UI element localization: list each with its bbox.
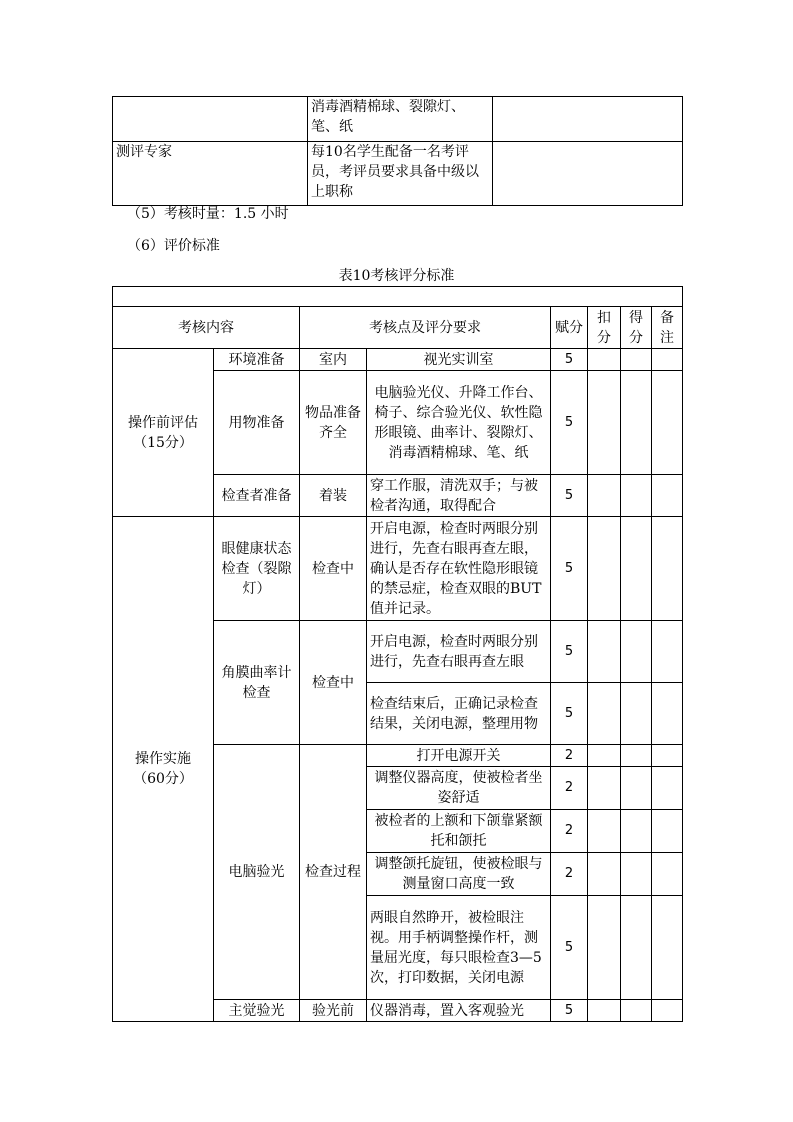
top-row1-label	[113, 97, 308, 142]
deduct-cell	[588, 621, 621, 683]
got-cell	[621, 896, 652, 1000]
item-eye-health: 眼健康状态检查（裂隙灯）	[214, 517, 300, 621]
score-cell: 5	[551, 475, 588, 517]
deduct-cell	[588, 349, 621, 371]
got-cell	[621, 621, 652, 683]
blank-header-row	[113, 287, 683, 307]
score-cell: 5	[551, 896, 588, 1000]
score-cell: 5	[551, 371, 588, 475]
sub-eye-health: 检查中	[300, 517, 367, 621]
deduct-cell	[588, 745, 621, 767]
score-cell: 5	[551, 683, 588, 745]
section-name: 操作前评估	[128, 414, 198, 431]
scoring-table	[112, 286, 683, 1022]
remark-cell	[652, 745, 683, 767]
req-step: 打开电源开关	[367, 745, 551, 767]
item-environment: 环境准备	[214, 349, 300, 371]
score-cell: 5	[551, 621, 588, 683]
remark-cell	[652, 349, 683, 371]
req-step: 调整仪器高度，使被检者坐姿舒适	[367, 767, 551, 810]
deduct-cell	[588, 683, 621, 745]
got-cell	[621, 1000, 652, 1022]
score-cell: 2	[551, 767, 588, 810]
score-cell: 5	[551, 517, 588, 621]
got-cell	[621, 767, 652, 810]
sub-examiner: 着装	[300, 475, 367, 517]
header-score: 赋分	[551, 307, 588, 349]
req-subjective-refraction: 仪器消毒，置入客观验光	[367, 1000, 551, 1022]
top-row2-label: 测评专家	[113, 142, 308, 206]
top-row1-content: 消毒酒精棉球、裂隙灯、笔、纸	[308, 97, 493, 142]
req-supplies: 电脑验光仪、升降工作台、椅子、综合验光仪、软性隐形眼镜、曲率计、裂隙灯、消毒酒精棉球、笔、纸	[367, 371, 551, 475]
req-step: 被检者的上额和下颌靠紧额托和颌托	[367, 810, 551, 853]
got-cell	[621, 349, 652, 371]
got-cell	[621, 475, 652, 517]
req-environment: 视光实训室	[367, 349, 551, 371]
remark-cell	[652, 1000, 683, 1022]
remark-cell	[652, 475, 683, 517]
header-content: 考核内容	[113, 307, 300, 349]
remark-cell	[652, 683, 683, 745]
deduct-cell	[588, 1000, 621, 1022]
item-keratometer: 角膜曲率计检查	[214, 621, 300, 745]
header-remark: 备注	[652, 307, 683, 349]
remark-cell	[652, 896, 683, 1000]
remark-cell	[652, 517, 683, 621]
req-keratometer-1: 开启电源，检查时两眼分别进行，先查右眼再查左眼	[367, 621, 551, 683]
header-points: 考核点及评分要求	[300, 307, 551, 349]
section-pre-assessment	[113, 349, 214, 517]
deduct-cell	[588, 475, 621, 517]
got-cell	[621, 745, 652, 767]
req-keratometer-2: 检查结束后，正确记录检查结果，关闭电源，整理用物	[367, 683, 551, 745]
item-examiner: 检查者准备	[214, 475, 300, 517]
top-row2-note	[493, 142, 683, 206]
sub-subjective-refraction: 验光前	[300, 1000, 367, 1022]
sub-environment: 室内	[300, 349, 367, 371]
item-subjective-refraction: 主觉验光	[214, 1000, 300, 1022]
remark-cell	[652, 810, 683, 853]
deduct-cell	[588, 853, 621, 896]
got-cell	[621, 810, 652, 853]
header-deduct: 扣分	[588, 307, 621, 349]
item-computer-refraction: 电脑验光	[214, 745, 300, 1000]
top-table	[112, 96, 683, 206]
req-eye-health: 开启电源，检查时两眼分别进行，先查右眼再查左眼，确认是否存在软性隐形眼镜的禁忌症，检查双眼的BUT值并记录。	[367, 517, 551, 621]
deduct-cell	[588, 371, 621, 475]
score-cell: 2	[551, 853, 588, 896]
deduct-cell	[588, 517, 621, 621]
item-supplies: 用物准备	[214, 371, 300, 475]
deduct-cell	[588, 896, 621, 1000]
score-cell: 5	[551, 349, 588, 371]
deduct-cell	[588, 810, 621, 853]
section-points: （60分）	[133, 771, 193, 787]
score-cell: 5	[551, 1000, 588, 1022]
exam-duration: （5）考核时量：1.5 小时	[127, 206, 289, 222]
got-cell	[621, 371, 652, 475]
evaluation-heading: （6）评价标准	[127, 238, 220, 254]
remark-cell	[652, 853, 683, 896]
header-got: 得分	[621, 307, 652, 349]
deduct-cell	[588, 767, 621, 810]
remark-cell	[652, 767, 683, 810]
req-examiner: 穿工作服，清洗双手；与被检者沟通，取得配合	[367, 475, 551, 517]
sub-supplies: 物品准备齐全	[300, 371, 367, 475]
score-cell: 2	[551, 810, 588, 853]
req-step: 两眼自然睁开，被检眼注视。用手柄调整操作杆，测量屈光度，每只眼检查3—5次，打印数据，关闭电源	[367, 896, 551, 1000]
got-cell	[621, 853, 652, 896]
table-caption: 表10考核评分标准	[338, 268, 455, 284]
top-row2-content: 每10名学生配备一名考评员，考评员要求具备中级以上职称	[308, 142, 493, 206]
req-step: 调整颌托旋钮，使被检眼与测量窗口高度一致	[367, 853, 551, 896]
sub-computer-refraction: 检查过程	[300, 745, 367, 1000]
sub-keratometer: 检查中	[300, 621, 367, 745]
remark-cell	[652, 371, 683, 475]
got-cell	[621, 683, 652, 745]
section-implementation	[113, 517, 214, 1022]
score-cell: 2	[551, 745, 588, 767]
got-cell	[621, 517, 652, 621]
section-points: （15分）	[133, 434, 193, 451]
remark-cell	[652, 621, 683, 683]
section-name: 操作实施	[135, 751, 191, 767]
top-row1-note	[493, 97, 683, 142]
